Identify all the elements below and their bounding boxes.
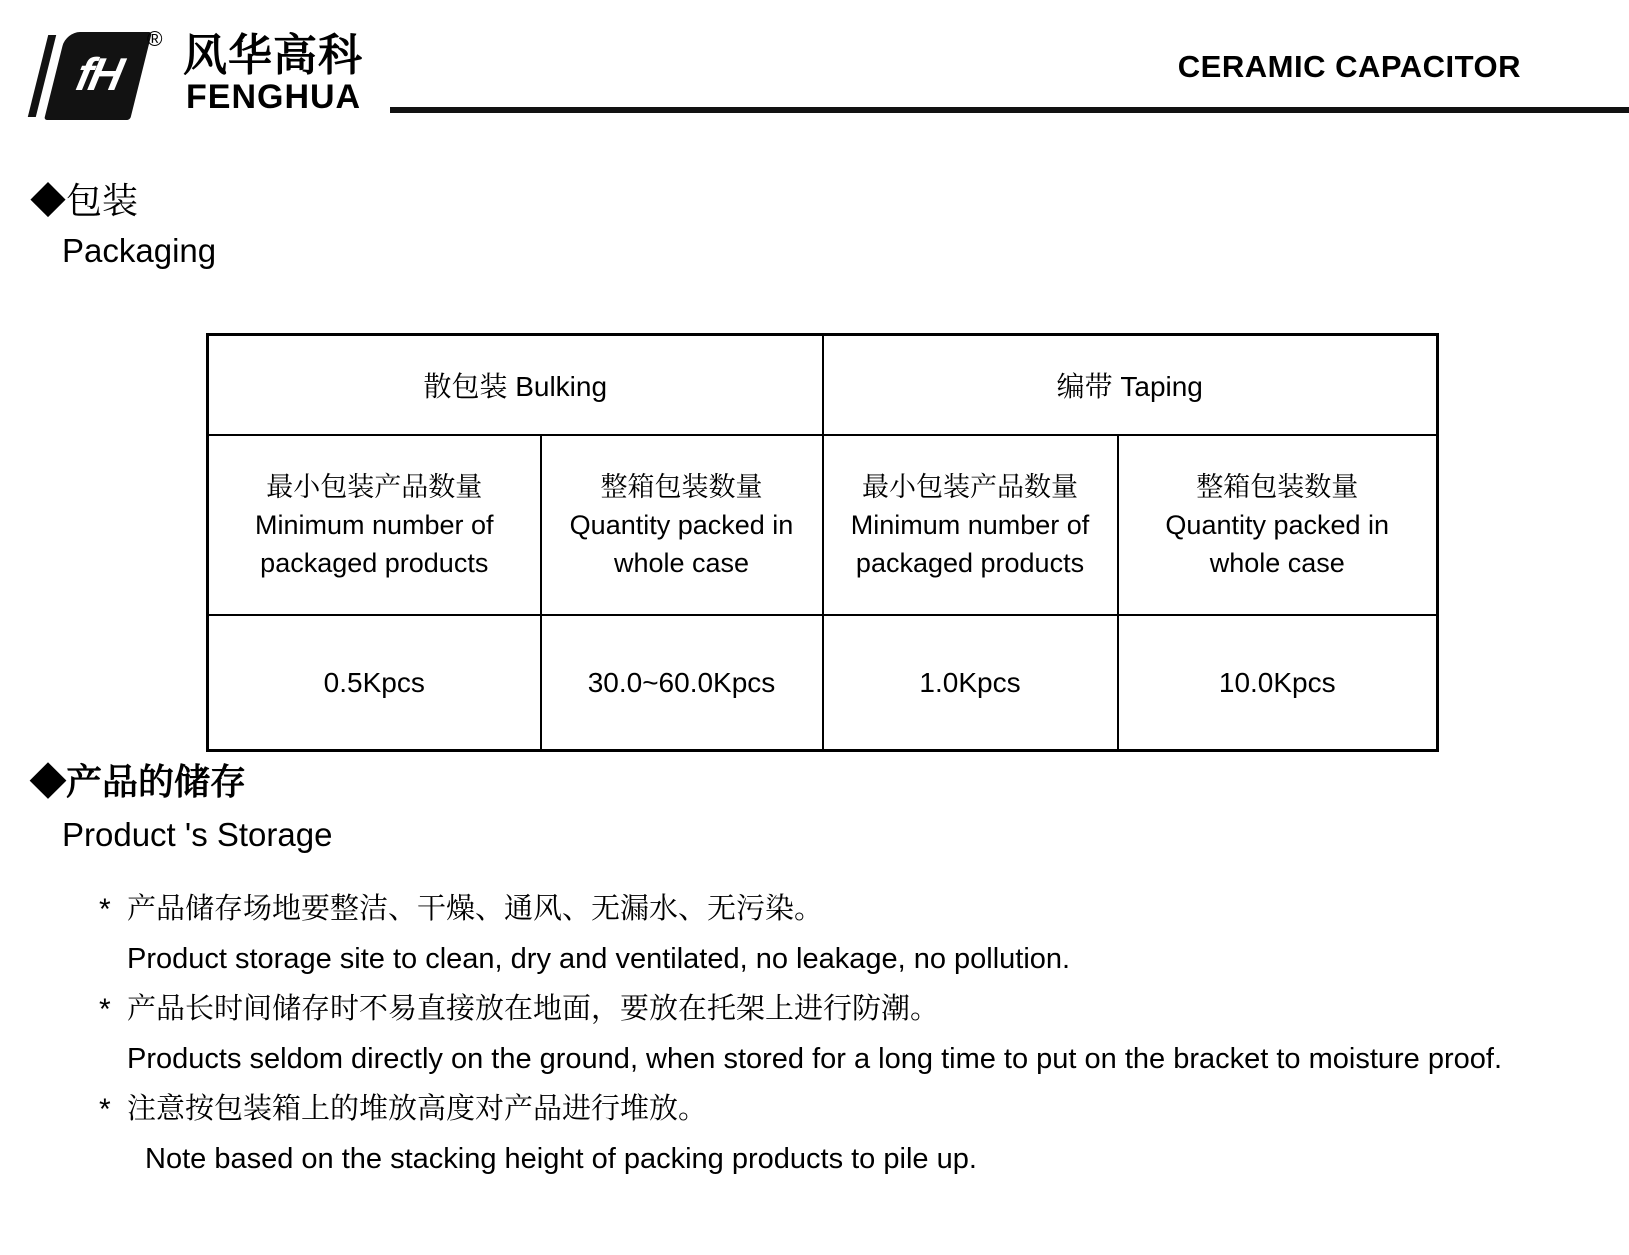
- storage-heading-en: Product 's Storage: [62, 816, 333, 853]
- column-header-cn: 最小包装产品数量: [266, 472, 483, 502]
- column-header: [208, 435, 541, 615]
- list-item: [99, 1084, 1539, 1184]
- column-header-cn: 最小包装产品数量: [862, 472, 1078, 502]
- list-item: [99, 984, 1539, 1084]
- storage-notes-list: [99, 884, 1539, 1184]
- fenghua-logo-icon: [36, 32, 142, 120]
- note-text-en: Note based on the stacking height of packing products to pile up.: [145, 1143, 977, 1175]
- storage-heading-cn: ◆产品的储存: [30, 761, 247, 802]
- bullet-asterisk: *: [99, 993, 111, 1026]
- column-header-cn: 整箱包装数量: [600, 472, 763, 502]
- brand-name-english: FENGHUA: [186, 78, 362, 116]
- column-header: [1118, 435, 1438, 615]
- packaging-heading-en: Packaging: [62, 232, 217, 269]
- column-header-en: Minimum number of: [254, 510, 494, 540]
- column-header-en: Quantity packed in: [569, 510, 794, 540]
- note-text-en: Product storage site to clean, dry and ventilated, no leakage, no pollution.: [127, 943, 1071, 975]
- column-header-cn: 整箱包装数量: [1196, 472, 1359, 502]
- column-header: [823, 435, 1118, 615]
- note-text-cn: 产品长时间储存时不易直接放在地面，要放在托架上进行防潮。: [127, 993, 940, 1025]
- group-header-bulking: 散包装 Bulking: [208, 335, 823, 436]
- brand-name-chinese: 风华高科: [183, 31, 363, 80]
- packaging-heading-cn: ◆包装: [30, 180, 139, 221]
- table-row-column-headers: [208, 435, 1438, 615]
- table-row-values: [208, 615, 1438, 751]
- note-text-cn: 注意按包装箱上的堆放高度对产品进行堆放。: [127, 1093, 708, 1125]
- bullet-asterisk: *: [99, 893, 111, 926]
- note-text-en: Products seldom directly on the ground, when stored for a long time to put on the bracket to moisture proof.: [127, 1043, 1503, 1075]
- table-row-group-headers: [208, 335, 1438, 436]
- logo-monogram: fH: [71, 48, 126, 100]
- packaging-table: [206, 333, 1439, 752]
- registered-trademark-icon: ®: [147, 28, 163, 51]
- document-title: CERAMIC CAPACITOR: [1177, 49, 1521, 84]
- bullet-asterisk: *: [99, 1093, 111, 1126]
- logo-body: [44, 32, 152, 120]
- column-header: [541, 435, 823, 615]
- column-header-en: packaged products: [260, 548, 489, 578]
- value-cell-bulking-case: 30.0~60.0Kpcs: [541, 615, 823, 751]
- value-cell-taping-min: 1.0Kpcs: [823, 615, 1118, 751]
- list-item: [99, 884, 1539, 984]
- column-header-en: packaged products: [855, 548, 1085, 578]
- column-header-en: whole case: [613, 548, 750, 578]
- value-cell-taping-case: 10.0Kpcs: [1118, 615, 1438, 751]
- note-text-cn: 产品储存场地要整洁、干燥、通风、无漏水、无污染。: [127, 893, 824, 925]
- value-cell-bulking-min: 0.5Kpcs: [208, 615, 541, 751]
- column-header-en: Minimum number of: [850, 510, 1090, 540]
- column-header-en: Quantity packed in: [1165, 510, 1390, 540]
- column-header-en: whole case: [1209, 548, 1345, 578]
- header-divider: [390, 107, 1629, 113]
- group-header-taping: 编带 Taping: [823, 335, 1438, 436]
